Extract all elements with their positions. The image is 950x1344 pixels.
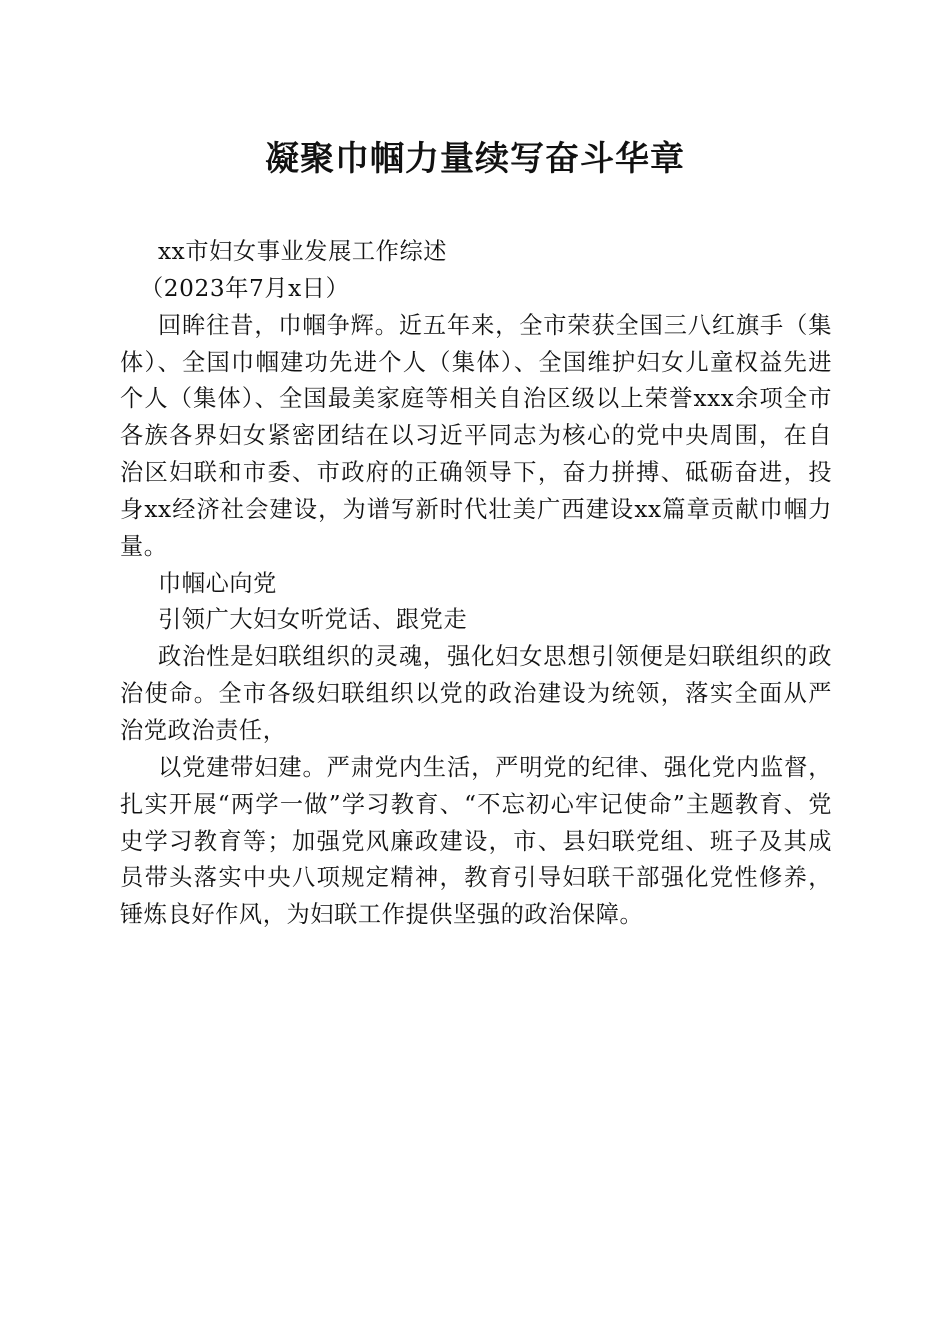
document-date: （2023年7月x日） — [140, 274, 350, 302]
document-body — [120, 234, 832, 934]
document-subtitle: xx市妇女事业发展工作综述 — [158, 238, 448, 265]
section-heading: 巾帼心向党 — [158, 569, 277, 597]
document-title: 凝聚巾帼力量续写奋斗华章 — [265, 139, 685, 179]
paragraph-political: 政治性是妇联组织的灵魂，强化妇女思想引领便是妇联组织的政治使命。全市各级妇联组织以党的政治建设为统领，落实全面从严治党政治责任， — [120, 643, 832, 744]
paragraph-party-building: 以党建带妇建。严肃党内生活，严明党的纪律、强化党内监督，扎实开展“两学一做”学习教育、“不忘初心牢记使命”主题教育、党史学习教育等；加强党风廉政建设，市、县妇联党组、班子及其成员带头落实中央八项规定精神，教育引导妇联干部强化党性修养，锤炼良好作风，为妇联工作提供坚强的政治保障。 — [120, 753, 832, 929]
section-subheading: 引领广大妇女听党话、跟党走 — [158, 606, 468, 634]
paragraph-intro: 回眸往昔，巾帼争辉。近五年来，全市荣获全国三八红旗手（集体）、全国巾帼建功先进个人（集体）、全国维护妇女儿童权益先进个人（集体）、全国最美家庭等相关自治区级以上荣誉xxx余项全市各族各界妇女紧密团结在以习近平同志为核心的党中央周围，在自治区妇联和市委、市政府的正确领导下，奋力拼搏、砥砺奋进，投身xx经济社会建设，为谱写新时代壮美广西建设xx篇章贡献巾帼力量。 — [120, 311, 832, 560]
